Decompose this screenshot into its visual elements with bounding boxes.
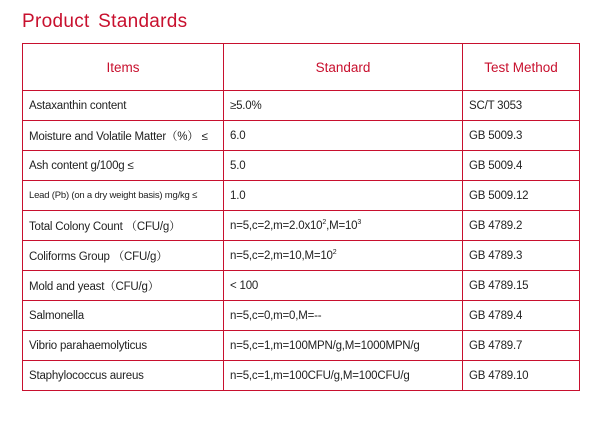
standard-cell: n=5,c=0,m=0,M=-- — [224, 301, 463, 331]
method-cell: GB 4789.7 — [463, 331, 580, 361]
item-cell: Vibrio parahaemolyticus — [23, 331, 224, 361]
table-row — [23, 181, 580, 211]
table-row — [23, 361, 580, 391]
column-header-items: Items — [23, 44, 224, 91]
item-cell: Lead (Pb) (on a dry weight basis) mg/kg ≤ — [23, 181, 224, 211]
column-header-standard: Standard — [224, 44, 463, 91]
method-cell: GB 5009.4 — [463, 151, 580, 181]
table-row — [23, 211, 580, 241]
item-cell: Staphylococcus aureus — [23, 361, 224, 391]
exponent: 3 — [357, 218, 362, 226]
exponent: 2 — [322, 218, 327, 226]
item-cell: Astaxanthin content — [23, 91, 224, 121]
standard-cell: ≥5.0% — [224, 91, 463, 121]
item-cell: Total Colony Count （CFU/g） — [23, 211, 224, 241]
standard-cell — [224, 241, 463, 271]
method-cell: GB 4789.2 — [463, 211, 580, 241]
standard-text: n=5,c=2,m=10,M=10 — [230, 249, 333, 262]
column-header-test-method: Test Method — [463, 44, 580, 91]
method-cell: GB 5009.3 — [463, 121, 580, 151]
item-cell: Coliforms Group （CFU/g） — [23, 241, 224, 271]
table-row — [23, 241, 580, 271]
exponent: 2 — [332, 248, 337, 256]
table-row — [23, 121, 580, 151]
method-cell: GB 4789.15 — [463, 271, 580, 301]
method-cell: GB 4789.10 — [463, 361, 580, 391]
item-cell: Mold and yeast（CFU/g） — [23, 271, 224, 301]
item-cell: Salmonella — [23, 301, 224, 331]
method-cell: GB 5009.12 — [463, 181, 580, 211]
standard-text: n=5,c=2,m=2.0x10 — [230, 219, 323, 232]
method-cell: GB 4789.4 — [463, 301, 580, 331]
method-cell: SC/T 3053 — [463, 91, 580, 121]
standard-cell: n=5,c=1,m=100CFU/g,M=100CFU/g — [224, 361, 463, 391]
item-cell: Ash content g/100g ≤ — [23, 151, 224, 181]
product-standards-table — [22, 43, 580, 391]
table-header-row — [23, 44, 580, 91]
table-row — [23, 331, 580, 361]
standard-cell: n=5,c=1,m=100MPN/g,M=1000MPN/g — [224, 331, 463, 361]
standard-text: ,M=10 — [326, 219, 358, 232]
standard-cell: 5.0 — [224, 151, 463, 181]
standard-cell: < 100 — [224, 271, 463, 301]
table-row — [23, 301, 580, 331]
page-title: Product Standards — [22, 11, 188, 32]
table-row — [23, 271, 580, 301]
method-cell: GB 4789.3 — [463, 241, 580, 271]
item-cell: Moisture and Volatile Matter（%） ≤ — [23, 121, 224, 151]
standard-cell: 1.0 — [224, 181, 463, 211]
table-row — [23, 151, 580, 181]
standard-cell — [224, 211, 463, 241]
table-row — [23, 91, 580, 121]
standard-cell: 6.0 — [224, 121, 463, 151]
